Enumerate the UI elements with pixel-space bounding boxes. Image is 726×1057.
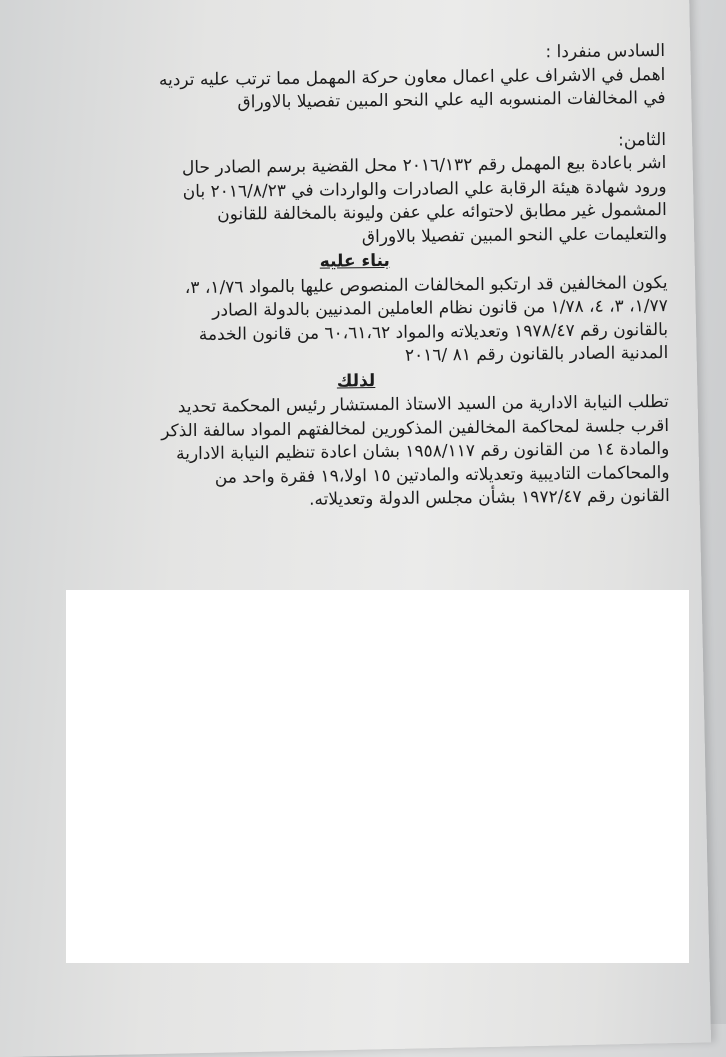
text-line: تطلب النيابة الادارية من السيد الاستاذ المستشار رئيس المحكمة تحديد xyxy=(177,391,669,418)
redaction-box xyxy=(66,590,689,963)
text-line: القانون رقم ١٩٧٢/٤٧ بشأن مجلس الدولة وتعديلاته. xyxy=(308,485,670,510)
section-title: السادس منفردا : xyxy=(545,40,666,63)
text-line: ورود شهادة هيئة الرقابة علي الصادرات والواردات في ٢٠١٦/٨/٢٣ بان xyxy=(182,176,667,202)
document-body xyxy=(40,40,670,515)
section-heading: بناء عليه xyxy=(319,250,390,272)
text-line: اقرب جلسة لمحاكمة المخالفين المذكورين لمخالفتهم المواد سالفة الذكر xyxy=(161,415,670,441)
text-line: المشمول غير مطابق لاحتوائه علي عفن وليونة بالمخالفة للقانون xyxy=(217,199,667,225)
text-line: يكون المخالفين قد ارتكبو المخالفات المنصوص عليها بالمواد ١/٧٦، ٣، xyxy=(184,272,668,298)
text-line: اشر باعادة بيع المهمل رقم ٢٠١٦/١٣٢ محل القضية برسم الصادر حال xyxy=(181,152,667,179)
text-line: بالقانون رقم ١٩٧٨/٤٧ وتعديلاته والمواد ٦٠،٦١،٦٢ من قانون الخدمة xyxy=(198,319,669,345)
text-line: ١/٧٧، ٣، ٤، ١/٧٨ من قانون نظام العاملين المدنيين بالدولة الصادر xyxy=(212,295,668,321)
text-line: والتعليمات علي النحو المبين تفصيلا بالاوراق xyxy=(361,223,668,247)
text-line: المدنية الصادر بالقانون رقم ٨١ /٢٠١٦ xyxy=(404,342,669,366)
section-heading: لذلك xyxy=(336,370,376,391)
text-line: والمحاكمات التاديبية وتعديلاته والمادتين ١٥ اولا،١٩ فقرة واحد من xyxy=(214,462,670,488)
section-eighth xyxy=(41,128,667,252)
section-accordingly xyxy=(42,247,668,372)
section-sixth xyxy=(40,40,666,117)
text-line: في المخالفات المنسوبه اليه علي النحو المبين تفصيلا بالاوراق xyxy=(237,87,666,113)
section-therefore xyxy=(43,366,669,515)
text-line: والمادة ١٤ من القانون رقم ١٩٥٨/١١٧ بشان اعادة تنظيم النيابة الادارية xyxy=(175,438,670,465)
section-title: الثامن: xyxy=(617,129,667,150)
text-line: اهمل في الاشراف علي اعمال معاون حركة المهمل مما ترتب عليه ترديه xyxy=(158,64,666,90)
